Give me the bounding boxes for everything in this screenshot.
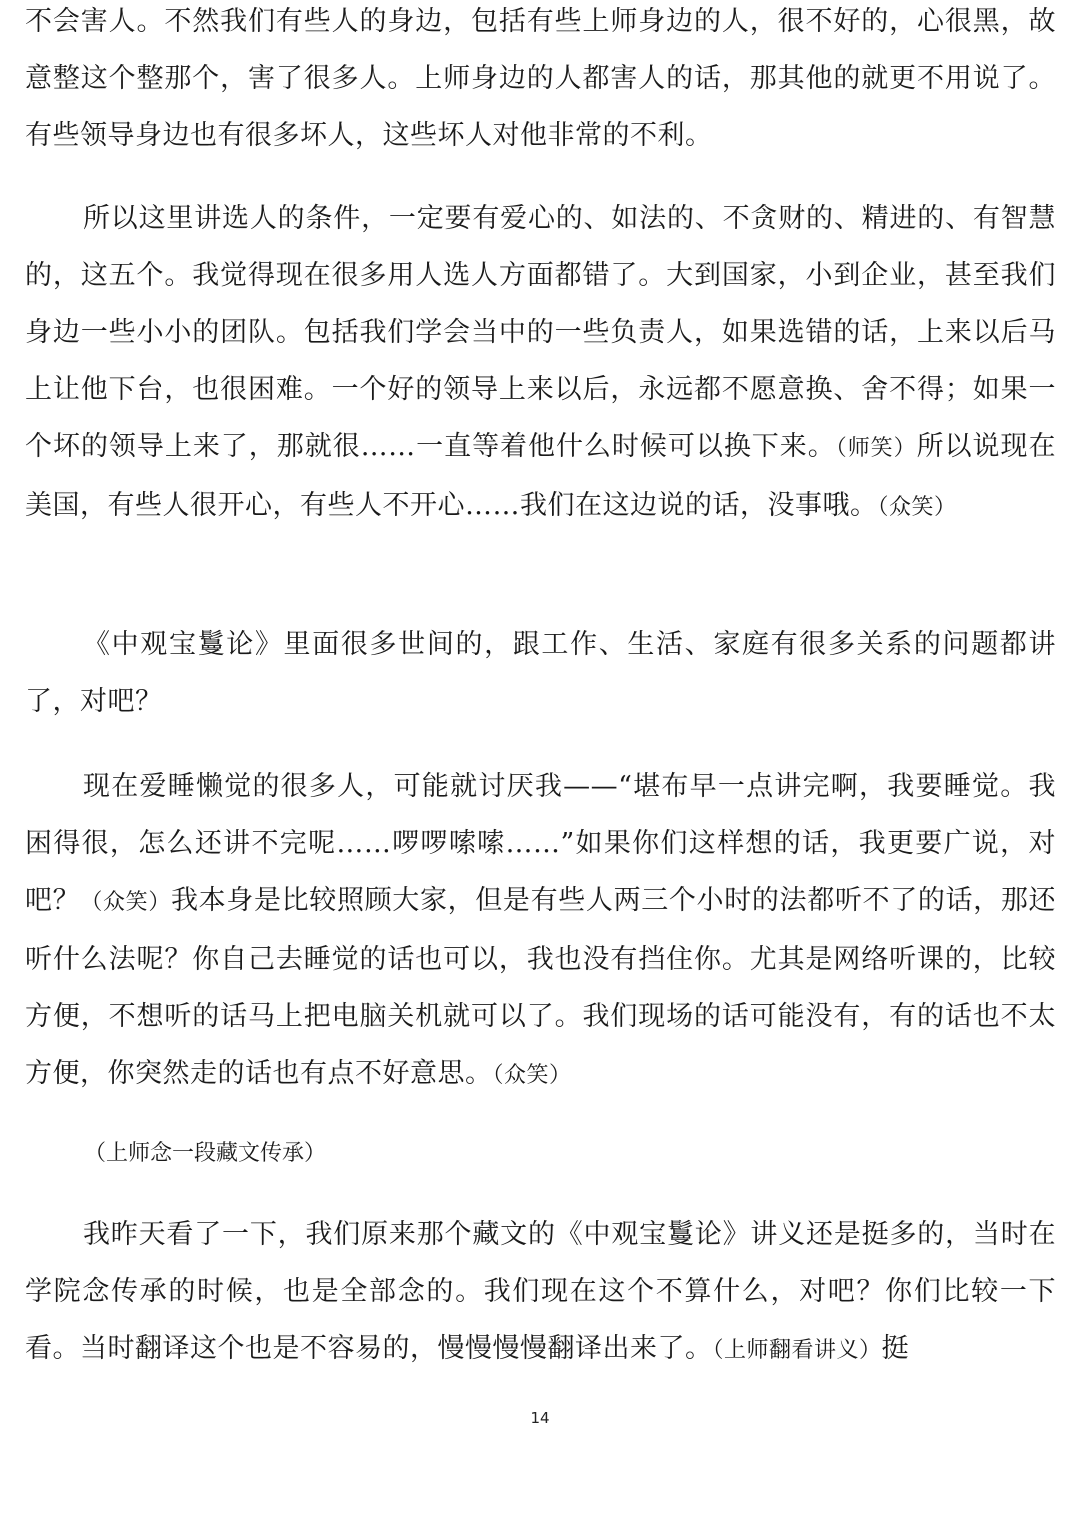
transmission-note: （上师念一段藏文传承）: [84, 1141, 327, 1166]
paragraph-3-text: 《中观宝鬘论》里面很多世间的，跟工作、生活、家庭有很多关系的问题都讲了，对吧？: [25, 629, 1056, 717]
paragraph-6: [25, 1206, 1056, 1379]
paragraph-2-note-b: （众笑）: [877, 495, 957, 520]
paragraph-2-text-a: 所以这里讲选人的条件，一定要有爱心的、如法的、不贪财的、精进的、有智慧的，这五个。我觉得现在很多用人选人方面都错了。大到国家，小到企业，甚至我们身边一些小小的团队。包括我们学会当中的一些负责人，如果选错的话，上来以后马上让他下台，也很困难。一个好的领导上来以后，永远都不愿意换、舍不得；如果一个坏的领导上来了，那就很……一直等着他什么时候可以换下来。: [25, 203, 1056, 462]
paragraph-2-note-a: （师笑）: [835, 436, 917, 461]
paragraph-2-text-b: 所以说现在美国，有些人很开心，有些人不开心……我们在这边说的话，没事哦。: [25, 431, 1056, 521]
paragraph-1: [25, 0, 1056, 164]
page-number: 14: [530, 1409, 550, 1427]
paragraph-4: [25, 758, 1056, 1104]
paragraph-6-text-a: 我昨天看了一下，我们原来那个藏文的《中观宝鬘论》讲义还是挺多的，当时在学院念传承的时候，也是全部念的。我们现在这个不算什么，对吧？你们比较一下看。当时翻译这个也是不容易的，慢慢慢慢翻译出来了。: [25, 1219, 1056, 1364]
paragraph-4-note-b: （众笑）: [492, 1063, 572, 1088]
paragraph-3: [25, 616, 1056, 730]
paragraph-6-text-b: 挺: [881, 1333, 910, 1364]
paragraph-4-text-a: 现在爱睡懒觉的很多人，可能就讨厌我——“堪布早一点讲完啊，我要睡觉。我困得很，怎么还讲不完呢……啰啰嗦嗦……”如果你们这样想的话，我更要广说，对吧？: [25, 771, 1056, 916]
paragraph-4-text-b: 我本身是比较照顾大家，但是有些人两三个小时的法都听不了的话，那还听什么法呢？你自己去睡觉的话也可以，我也没有挡住你。尤其是网络听课的，比较方便，不想听的话马上把电脑关机就可以了。我们现场的话可能没有，有的话也不太方便，你突然走的话也有点不好意思。: [25, 885, 1056, 1089]
paragraph-1-text: 不会害人。不然我们有些人的身边，包括有些上师身边的人，很不好的，心很黑，故意整这个整那个，害了很多人。上师身边的人都害人的话，那其他的就更不用说了。有些领导身边也有很多坏人，这些坏人对他非常的不利。: [25, 6, 1056, 151]
paragraph-6-note: （上师翻看讲义）: [712, 1338, 882, 1363]
paragraph-2: [25, 190, 1056, 536]
paragraph-4-note-a: （众笑）: [80, 890, 171, 915]
